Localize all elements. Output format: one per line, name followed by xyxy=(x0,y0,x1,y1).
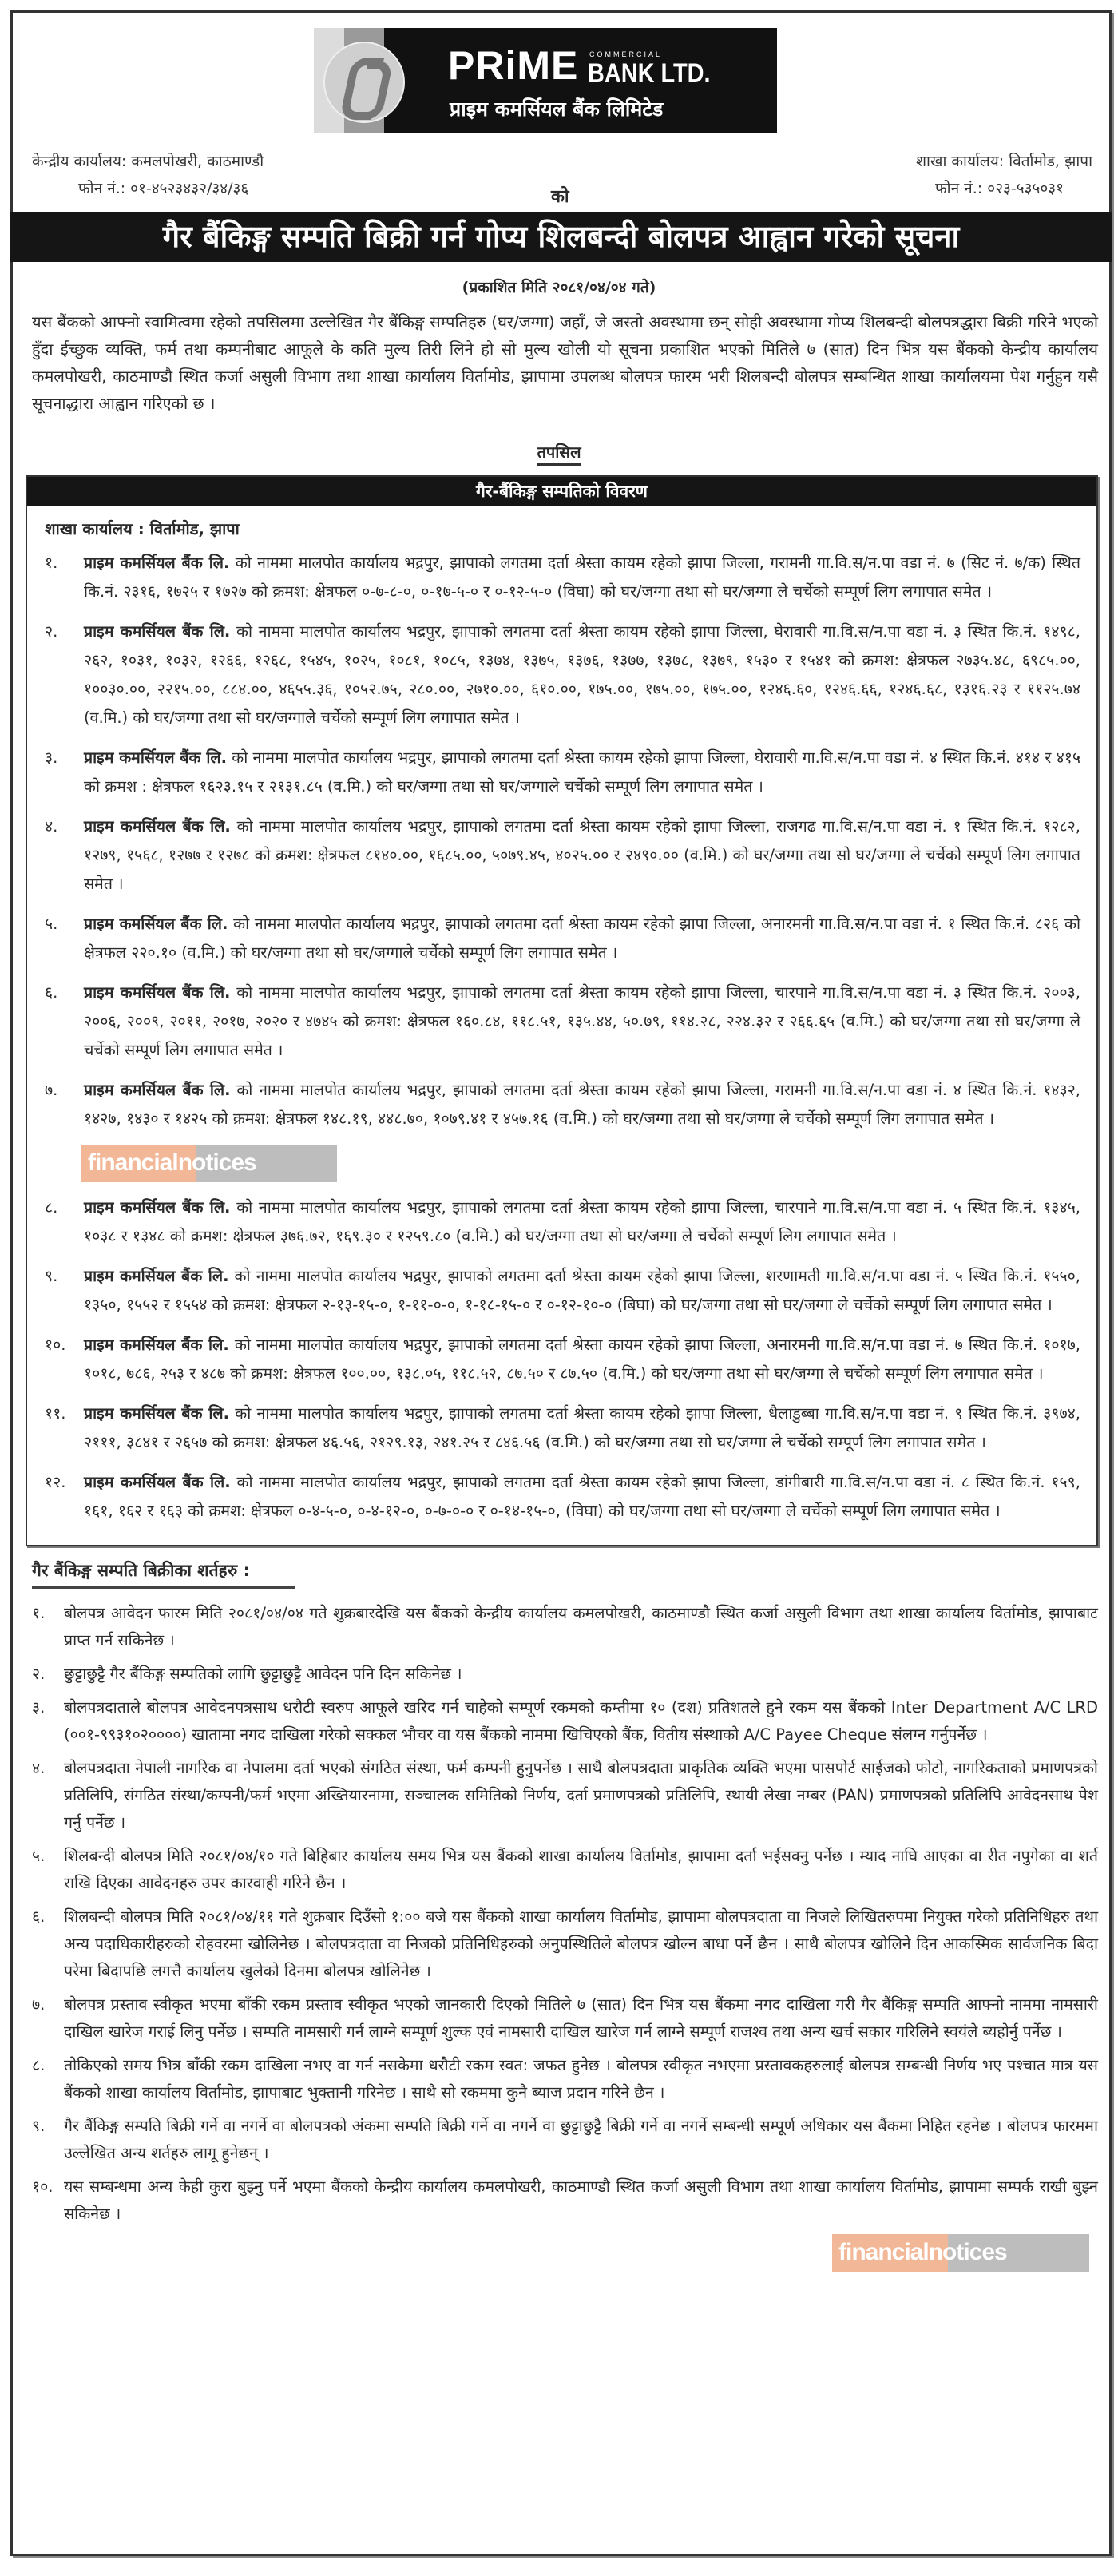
asset-owner: प्राइम कमर्सियल बैंक लि. xyxy=(84,1404,230,1423)
condition-number: ९. xyxy=(32,2117,46,2135)
notice-title: गैर बैंकिङ्ग सम्पति बिक्री गर्न गोप्य शिलबन्दी बोलपत्र आह्वान गरेको सूचना xyxy=(10,212,1112,262)
asset-item xyxy=(27,549,1096,606)
assets-heading: गैर-बैंकिङ्ग सम्पतिको विवरण xyxy=(27,477,1096,506)
asset-item xyxy=(27,1399,1096,1457)
asset-item xyxy=(27,1331,1096,1388)
watermark-financialnotices xyxy=(81,1145,337,1182)
asset-description: को नाममा मालपोत कार्यालय भद्रपुर, झापाको लगतमा दर्ता श्रेस्ता कायम रहेको झापा जिल्ला, चारपाने गा.वि.स/न.पा वडा नं. ५ स्थित कि.नं. १३४५, १०३८ र १३४८ को क्रमश: क्षेत्रफल ३७६.७२, १६९.३० र १२५९.८० (व.मि.) को घर/जग्गा तथा सो घर/जग्गा ले चर्चेको सम्पूर्ण लिग लगापात समेत । xyxy=(84,1198,1080,1245)
logo-commercial: COMMERCIAL xyxy=(589,50,663,58)
asset-owner: प्राइम कमर्सियल बैंक लि. xyxy=(84,1198,231,1217)
asset-description: को नाममा मालपोत कार्यालय भद्रपुर, झापाको लगतमा दर्ता श्रेस्ता कायम रहेको झापा जिल्ला, अनारमनी गा.वि.स/न.पा वडा नं. ७ स्थित कि.नं. १०१७, १०१८, ७८६, २५३ र ४८७ को क्रमश: क्षेत्रफल १००.००, १३८.०५, ११८.५२, ८७.५० र ८७.५० (व.मि.) को घर/जग्गा तथा सो घर/जग्गा ले चर्चेको सम्पूर्ण लिग लगापात समेत । xyxy=(84,1336,1080,1383)
condition-item xyxy=(32,2052,1098,2106)
asset-item xyxy=(27,1468,1096,1526)
intro-paragraph: यस बैंकको आफ्नो स्वामित्वमा रहेको तपसिलमा उल्लेखित गैर बैंकिङ्ग सम्पतिहरु (घर/जग्गा) जहाँ, जे जस्तो अवस्थामा छन् सोही अवस्थामा गोप्य शिलबन्दी बोलपत्रद्धारा बिक्री गरिने भएको हुँदा ईच्छुक व्यक्ति, फर्म तथा कम्पनीबाट आफूले के कति मुल्य तिरी लिने हो सो मुल्य खोली यो सूचना प्रकाशित भएको मितिले ७ (सात) दिन भित्र यस बैंकको केन्द्रीय कार्यालय कमलपोखरी, काठमाण्डौ स्थित कर्जा असुली विभाग तथा शाखा कार्यालय विर्तामोड, झापामा उपलब्ध बोलपत्र फारम भरी शिलबन्दी बोलपत्र सम्बन्धित शाखा कार्यालयमा पेश गर्नुहुन यसै सूचनाद्धारा आह्वान गरिएको छ । xyxy=(32,312,1098,413)
asset-description: को नाममा मालपोत कार्यालय भद्रपुर, झापाको लगतमा दर्ता श्रेस्ता कायम रहेको झापा जिल्ला, घेरावारी गा.वि.स/न.पा वडा नं. ४ स्थित कि.नं. ४१४ र ४१५ को क्रमश : क्षेत्रफल १६२३.१५ र २१३१.८५ (व.मि.) को घर/जग्गा तथा सो घर/जग्गाले चर्चेको सम्पूर्ण लिग लगापात समेत । xyxy=(84,748,1080,796)
asset-description: को नाममा मालपोत कार्यालय भद्रपुर, झापाको लगतमा दर्ता श्रेस्ता कायम रहेको झापा जिल्ला, शरणामती गा.वि.स/न.पा वडा नं. ५ स्थित कि.नं. १५५०, १३५०, १५५२ र १५५४ को क्रमश: क्षेत्रफल २-१३-१५-०, १-११-०-०, १-१८-१५-० र ०-१२-१०-० (बिघा) को घर/जग्गा तथा सो घर/जग्गा ले चर्चेको सम्पूर्ण लिग लगापात समेत । xyxy=(84,1267,1080,1314)
tapasil-heading xyxy=(0,441,1118,462)
lower-section xyxy=(26,475,1098,2272)
asset-owner: प्राइम कमर्सियल बैंक लि. xyxy=(84,915,228,933)
central-phone: फोन नं.: ०१-४५२३४३२/३४/३६ xyxy=(78,180,249,197)
tapasil-label: तपसिल xyxy=(537,443,581,466)
condition-text: बोलपत्रदाताले बोलपत्र आवेदनपत्रसाथ धरौटी स्वरुप आफूले खरिद गर्न चाहेको सम्पूर्ण रकमको कम्तीमा १० (दश) प्रतिशतले हुने रकम यस बैंकको Inter Department A/C LRD (००१-९९३१०२००००) खातामा नगद दाखिला गरेको सक्कल भौचर वा यस बैंकको नाममा खिचिएको बैंक, वितीय संस्थाको A/C Payee Cheque संलग्न गर्नुपर्नेछ । xyxy=(64,1698,1098,1744)
condition-text: बोलपत्र आवेदन फारम मिति २०८१/०४/०४ गते शुक्रबारदेखि यस बैंकको केन्द्रीय कार्यालय कमलपोखरी, काठमाण्डौ स्थित कर्जा असुली विभाग तथा शाखा कार्यालय विर्तामोड, झापाबाट प्राप्त गर्न सकिनेछ । xyxy=(64,1604,1098,1649)
condition-item xyxy=(32,1694,1098,1748)
asset-list xyxy=(27,549,1096,1526)
asset-number: १२. xyxy=(45,1473,66,1491)
condition-item xyxy=(32,1991,1098,2046)
asset-number: ५. xyxy=(45,915,58,933)
asset-item xyxy=(27,1193,1096,1251)
central-office: केन्द्रीय कार्यालय: कमलपोखरी, काठमाण्डौ xyxy=(32,153,264,170)
asset-number: १. xyxy=(45,554,58,572)
conditions-heading: गैर बैंकिङ्ग सम्पति बिक्रीका शर्तहरु : xyxy=(32,1559,295,1589)
condition-number: ५. xyxy=(32,1847,46,1865)
condition-item xyxy=(32,1600,1098,1654)
asset-owner: प्राइम कमर्सियल बैंक लि. xyxy=(84,1473,231,1491)
asset-item xyxy=(27,910,1096,967)
assets-box xyxy=(26,475,1098,1546)
conditions-list xyxy=(32,1600,1098,2228)
prime-bank-logo xyxy=(314,28,777,133)
watermark-text: financialnotices xyxy=(838,2239,1007,2265)
branch-label: शाखा कार्यालय : विर्तामोड, झापा xyxy=(45,519,240,538)
condition-item xyxy=(32,1903,1098,1985)
condition-item xyxy=(32,1661,1098,1688)
asset-item xyxy=(27,812,1096,899)
asset-description: को नाममा मालपोत कार्यालय भद्रपुर, झापाको लगतमा दर्ता श्रेस्ता कायम रहेको झापा जिल्ला, राजगढ गा.वि.स/न.पा वडा नं. १ स्थित कि.नं. १२८२, १२७९, १५६८, १२७७ र १२७८ को क्रमश: क्षेत्रफल ८१४०.००, १६८५.००, ५०७९.४५, ४०२५.०० र २४९०.०० (व.मि.) को घर/जग्गा तथा सो घर/जग्गा ले चर्चेको सम्पूर्ण लिग लगापात समेत । xyxy=(84,817,1080,893)
asset-description: को नाममा मालपोत कार्यालय भद्रपुर, झापाको लगतमा दर्ता श्रेस्ता कायम रहेको झापा जिल्ला, गरामनी गा.वि.स/न.पा वडा नं. ७ (सिट नं. ७/क) स्थित कि.नं. २३१६, १७२५ र १७२७ को क्रमश: क्षेत्रफल ०-७-८-०, ०-१७-५-० र ०-१२-५-० (विघा) को घर/जग्गा तथा सो घर/जग्गा ले चर्चेको सम्पूर्ण लिग लगापात समेत । xyxy=(84,554,1080,601)
asset-description: को नाममा मालपोत कार्यालय भद्रपुर, झापाको लगतमा दर्ता श्रेस्ता कायम रहेको झापा जिल्ला, गरामनी गा.वि.स/न.पा वडा नं. ४ स्थित कि.नं. १४३२, १४२७, १४३० र १४२५ को क्रमश: क्षेत्रफल १४८.१९, ४४८.७०, १०७९.४१ र ४५७.१६ (व.मि.) को घर/जग्गा तथा सो घर/जग्गा ले चर्चेको सम्पूर्ण लिग लगापात समेत । xyxy=(84,1081,1080,1128)
condition-text: शिलबन्दी बोलपत्र मिति २०८१/०४/१० गते बिहिबार कार्यालय समय भित्र यस बैंकको शाखा कार्यालय विर्तामोड, झापामा दर्ता भईसक्नु पर्नेछ । म्याद नाघि आएका वा रीत नपुगेका वा शर्त राखि दिएका आवेदनहरु उपर कारवाही गरिने छैन । xyxy=(64,1847,1098,1892)
ko-connector: को xyxy=(551,187,569,207)
condition-text: शिलबन्दी बोलपत्र मिति २०८१/०४/११ गते शुक्रबार दिउँसो १:०० बजे यस बैंकको शाखा कार्यालय विर्तामोड, झापामा बोलपत्रदाता वा निजले लिखितरुपमा नियुक्त गरेको प्रतिनिधिहरु तथा अन्य पदाधिकारीहरुको रोहवरमा खोलिनेछ । बोलपत्रदाता वा निजको प्रतिनिधिहरुको अनुपस्थितिले बोलपत्र खोल्न बाधा पर्ने छैन । साथै बोलपत्र खोलिने दिन आकस्मिक सार्वजनिक बिदा परेमा बिदापछि लगत्तै कार्यालय खुलेको दिनमा बोलपत्र खोलिनेछ । xyxy=(64,1907,1098,1980)
condition-number: १०. xyxy=(32,2177,54,2196)
asset-number: ६. xyxy=(45,983,58,1002)
watermark-financialnotices-bottom xyxy=(832,2234,1089,2272)
condition-item xyxy=(32,1843,1098,1897)
condition-number: ६. xyxy=(32,1907,46,1926)
asset-number: ११. xyxy=(45,1404,66,1423)
asset-description: को नाममा मालपोत कार्यालय भद्रपुर, झापाको लगतमा दर्ता श्रेस्ता कायम रहेको झापा जिल्ला, घेरावारी गा.वि.स/न.पा वडा नं. ३ स्थित कि.नं. १४९८, २६२, १०३१, १०३२, १२६६, १२६८, १५४५, १०२५, १०८१, १०८५, १३७४, १३७५, १३७६, १३७७, १३७८, १३७९, १५३० र १५४१ को क्रमश: क्षेत्रफल २७३५.४८, ६९८५.००, १००३०.००, २२१५.००, ८८४.००, ४६५५.३६, १०५२.७५, २८०.००, २७१०.००, ६१०.००, १७५.००, १७५.००, १७५.००, १२४६.६०, १२४६.६६, १२४६.६८, १३१६.२३ र ११२५.७४ (व.मि.) को घर/जग्गा तथा सो घर/जग्गाले चर्चेको सम्पूर्ण लिग लगापात समेत । xyxy=(84,622,1080,727)
asset-owner: प्राइम कमर्सियल बैंक लि. xyxy=(84,983,231,1002)
asset-item xyxy=(27,1262,1096,1320)
published-date: (प्रकाशित मिति २०८१/०४/०४ गते) xyxy=(462,279,656,296)
asset-owner: प्राइम कमर्सियल बैंक लि. xyxy=(84,554,230,572)
asset-number: ४. xyxy=(45,817,58,836)
condition-number: ४. xyxy=(32,1759,46,1777)
asset-owner: प्राइम कमर्सियल बैंक लि. xyxy=(84,1267,229,1285)
asset-number: ९. xyxy=(45,1267,58,1285)
condition-number: ८. xyxy=(32,2056,46,2074)
asset-number: २. xyxy=(45,622,58,641)
condition-text: बोलपत्र प्रस्ताव स्वीकृत भएमा बाँकी रकम प्रस्ताव स्वीकृत भएको जानकारी दिएको मितिले ७ (सात) दिन भित्र यस बैंकमा नगद दाखिला गरी गैर बैंकिङ्ग सम्पति आफ्नो नाममा नामसारी दाखिल खारेज गराई लिनु पर्नेछ । सम्पति नामसारी गर्न लाग्ने सम्पूर्ण शुल्क एवं नामसारी दाखिल खारेज गर्न लाग्ने सम्पूर्ण राजश्व तथा अन्य खर्च सकार गरिलिने स्वयंले ब्यहोर्नु पर्नेछ । xyxy=(64,1995,1098,2041)
asset-description: को नाममा मालपोत कार्यालय भद्रपुर, झापाको लगतमा दर्ता श्रेस्ता कायम रहेको झापा जिल्ला, डांगीबारी गा.वि.स/न.पा वडा नं. ८ स्थित कि.नं. १५९, १६१, १६२ र १६३ को क्रमश: क्षेत्रफल ०-४-५-०, ०-४-१२-०, ०-७-०-० र ०-१४-१५-०, (विघा) को घर/जग्गा तथा सो घर/जग्गा ले चर्चेको सम्पूर्ण लिग लगापात समेत । xyxy=(84,1473,1080,1520)
asset-description: को नाममा मालपोत कार्यालय भद्रपुर, झापाको लगतमा दर्ता श्रेस्ता कायम रहेको झापा जिल्ला, धैलाडुब्बा गा.वि.स/न.पा वडा नं. ९ स्थित कि.नं. ३९७४, २१११, ३८४१ र २६५७ को क्रमश: क्षेत्रफल ४६.५६, २१२९.१३, २४१.२५ र ८४६.५६ (व.मि.) को घर/जग्गा तथा सो घर/जग्गा ले चर्चेको सम्पूर्ण लिग लगापात समेत । xyxy=(84,1404,1080,1451)
condition-item xyxy=(32,2173,1098,2228)
asset-item xyxy=(27,978,1096,1065)
condition-number: ७. xyxy=(32,1995,46,2014)
condition-number: १. xyxy=(32,1604,46,1622)
condition-text: तोकिएको समय भित्र बाँकी रकम दाखिला नभए वा गर्न नसकेमा धरौटी रकम स्वत: जफत हुनेछ । बोलपत्र स्वीकृत नभएमा प्रस्तावकहरुलाई बोलपत्र सम्बन्धी निर्णय भए पश्चात मात्र यस बैंकको शाखा कार्यालय विर्तामोड, झापाबाट भुक्तानी गरिनेछ । साथै सो रकममा कुनै ब्याज प्रदान गरिने छैन । xyxy=(64,2056,1098,2102)
asset-number: ३. xyxy=(45,748,58,767)
asset-owner: प्राइम कमर्सियल बैंक लि. xyxy=(84,748,228,767)
condition-item xyxy=(32,2113,1098,2167)
asset-number: १०. xyxy=(45,1336,66,1354)
condition-text: गैर बैंकिङ्ग सम्पति बिक्री गर्ने वा नगर्ने वा बोलपत्रको अंकमा सम्पति बिक्री गर्ने वा नगर्ने वा छुट्टाछुट्टै बिक्री गर्ने वा नगर्ने सम्बन्धी सम्पूर्ण अधिकार यस बैंकमा निहित रहनेछ । बोलपत्र फारममा उल्लेखित अन्य शर्तहरु लागू हुनेछन् । xyxy=(64,2117,1098,2162)
logo-prime: PRiME xyxy=(448,43,579,88)
asset-number: ८. xyxy=(45,1198,58,1217)
asset-owner: प्राइम कमर्सियल बैंक लि. xyxy=(84,1081,231,1099)
branch-office: शाखा कार्यालय: विर्तामोड, झापा xyxy=(916,153,1092,170)
branch-phone: फोन नं.: ०२३-५३५०३१ xyxy=(935,180,1064,197)
asset-item xyxy=(27,744,1096,801)
logo-nepali-name: प्राइम कमर्सियल बैंक लिमिटेड xyxy=(450,97,664,121)
asset-description: को नाममा मालपोत कार्यालय भद्रपुर, झापाको लगतमा दर्ता श्रेस्ता कायम रहेको झापा जिल्ला, चारपाने गा.वि.स/न.पा वडा नं. ३ स्थित कि.नं. २००३, २००६, २००९, २०११, २०१७, २०२० र ४७४५ को क्रमश: क्षेत्रफल १६०.८४, ११८.५१, १३५.४४, ५०.७९, ११४.२८, २२४.३२ र २६६.६५ (व.मि.) को घर/जग्गा तथा सो घर/जग्गा ले चर्चेको सम्पूर्ण लिग लगापात समेत । xyxy=(84,983,1080,1059)
watermark-text: financialnotices xyxy=(88,1149,256,1176)
condition-text: यस सम्बन्धमा अन्य केही कुरा बुझ्नु पर्ने भएमा बैंकको केन्द्रीय कार्यालय कमलपोखरी, काठमाण्डौ स्थित कर्जा असुली विभाग तथा शाखा कार्यालय विर्तामोड, झापामा सम्पर्क राखी बुझ्न सकिनेछ । xyxy=(64,2177,1098,2223)
logo-bank-ltd: BANK LTD. xyxy=(588,58,711,89)
asset-owner: प्राइम कमर्सियल बैंक लि. xyxy=(84,1336,229,1354)
condition-text: छुट्टाछुट्टै गैर बैंकिङ्ग सम्पतिको लागि छुट्टाछुट्टै आवेदन पनि दिन सकिनेछ । xyxy=(64,1665,462,1683)
asset-number: ७. xyxy=(45,1081,58,1099)
condition-item xyxy=(32,1755,1098,1836)
asset-item xyxy=(27,1076,1096,1133)
asset-owner: प्राइम कमर्सियल बैंक लि. xyxy=(84,622,231,641)
asset-item xyxy=(27,617,1096,732)
asset-owner: प्राइम कमर्सियल बैंक लि. xyxy=(84,817,231,836)
asset-description: को नाममा मालपोत कार्यालय भद्रपुर, झापाको लगतमा दर्ता श्रेस्ता कायम रहेको झापा जिल्ला, अनारमनी गा.वि.स/न.पा वडा नं. १ स्थित कि.नं. ८२६ को क्षेत्रफल २२०.१० (व.मि.) को घर/जग्गा तथा सो घर/जग्गाले चर्चेको सम्पूर्ण लिग लगापात समेत । xyxy=(84,915,1080,962)
condition-number: ३. xyxy=(32,1698,46,1717)
condition-number: २. xyxy=(32,1665,46,1683)
condition-text: बोलपत्रदाता नेपाली नागरिक वा नेपालमा दर्ता भएको संगठित संस्था, फर्म कम्पनी हुनुपर्नेछ । साथै बोलपत्रदाता प्राकृतिक व्यक्ति भएमा पासपोर्ट साईजको फोटो, नागरिकताको प्रमाणपत्रको प्रतिलिपि, संगठित संस्था/कम्पनी/फर्म भएमा अख्तियारनामा, सञ्चालक समितिको निर्णय, दर्ता प्रमाणपत्रको प्रतिलिपि, स्थायी लेखा नम्बर (PAN) प्रमाणपत्रको प्रतिलिपि आवेदनसाथ पेश गर्नु पर्नेछ । xyxy=(64,1759,1098,1832)
bank-emblem-icon xyxy=(323,42,405,123)
